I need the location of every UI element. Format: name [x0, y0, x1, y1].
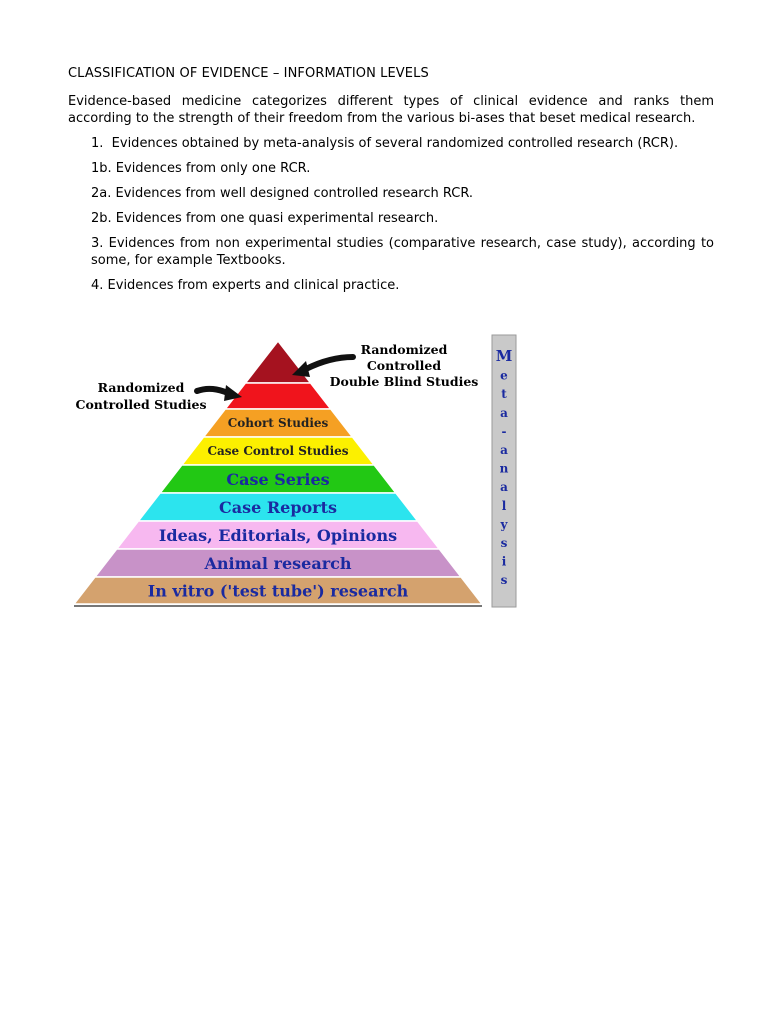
side-bar-letter: y [500, 517, 508, 532]
side-bar-letter: a [500, 480, 508, 495]
document-page [68, 58, 714, 302]
arrow-to-second-tier-icon [197, 389, 228, 393]
pyramid-tier-label: Case Control Studies [207, 444, 349, 458]
evidence-levels-list [68, 135, 714, 294]
pyramid-tier-label: Cohort Studies [227, 416, 329, 430]
list-item: 3. Evidences from non experimental studies (comparative research, case study), according to some, for example Textbooks. [91, 236, 714, 268]
side-bar-letter: - [501, 424, 507, 439]
pyramid-tier-label: Animal research [204, 554, 352, 573]
list-item: 1b. Evidences from only one RCR. [91, 161, 311, 176]
side-bar-letter: e [500, 368, 508, 383]
evidence-pyramid-figure [70, 333, 520, 609]
side-bar-letter: s [500, 573, 508, 588]
callout-top-line-3: Double Blind Studies [329, 374, 479, 389]
pyramid-tier [245, 341, 310, 383]
side-bar-letter: i [501, 554, 507, 569]
callout-top-line-1: Randomized [360, 342, 448, 357]
callout-left-line-2: Controlled Studies [75, 397, 207, 412]
pyramid-tier [225, 383, 330, 409]
pyramid-tier-label: In vitro ('test tube') research [147, 581, 409, 601]
list-item: 1. Evidences obtained by meta-analysis of several randomized controlled research (RCR). [91, 136, 679, 151]
side-bar-letter: M [495, 347, 513, 365]
side-bar-letter: s [500, 536, 508, 550]
arrow-to-top-tier-icon [306, 357, 353, 369]
side-bar-letter: l [501, 498, 507, 513]
intro-paragraph: Evidence-based medicine categorizes different types of clinical evidence and ranks them according to the strength of their freedom from the various bi-ases that beset medical research. [68, 94, 714, 126]
pyramid-tier-label: Case Reports [218, 498, 338, 517]
side-bar-letter: a [500, 405, 508, 420]
side-bar-letter: t [501, 387, 507, 402]
list-item: 2a. Evidences from well designed controlled research RCR. [91, 186, 474, 201]
callout-top-line-2: Controlled [366, 358, 442, 373]
pyramid-tier-label: Case Series [226, 470, 330, 489]
pyramid-tier-label: Ideas, Editorials, Opinions [158, 526, 398, 545]
document-title: CLASSIFICATION OF EVIDENCE – INFORMATION LEVELS [68, 66, 429, 81]
callout-left-line-1: Randomized [97, 380, 185, 395]
meta-analysis-side-bar [492, 335, 516, 607]
evidence-pyramid [70, 333, 520, 609]
list-item: 2b. Evidences from one quasi experimental research. [91, 211, 439, 226]
list-item: 4. Evidences from experts and clinical practice. [91, 278, 400, 293]
side-bar-letter: a [500, 443, 508, 457]
side-bar-letter: n [499, 461, 509, 476]
